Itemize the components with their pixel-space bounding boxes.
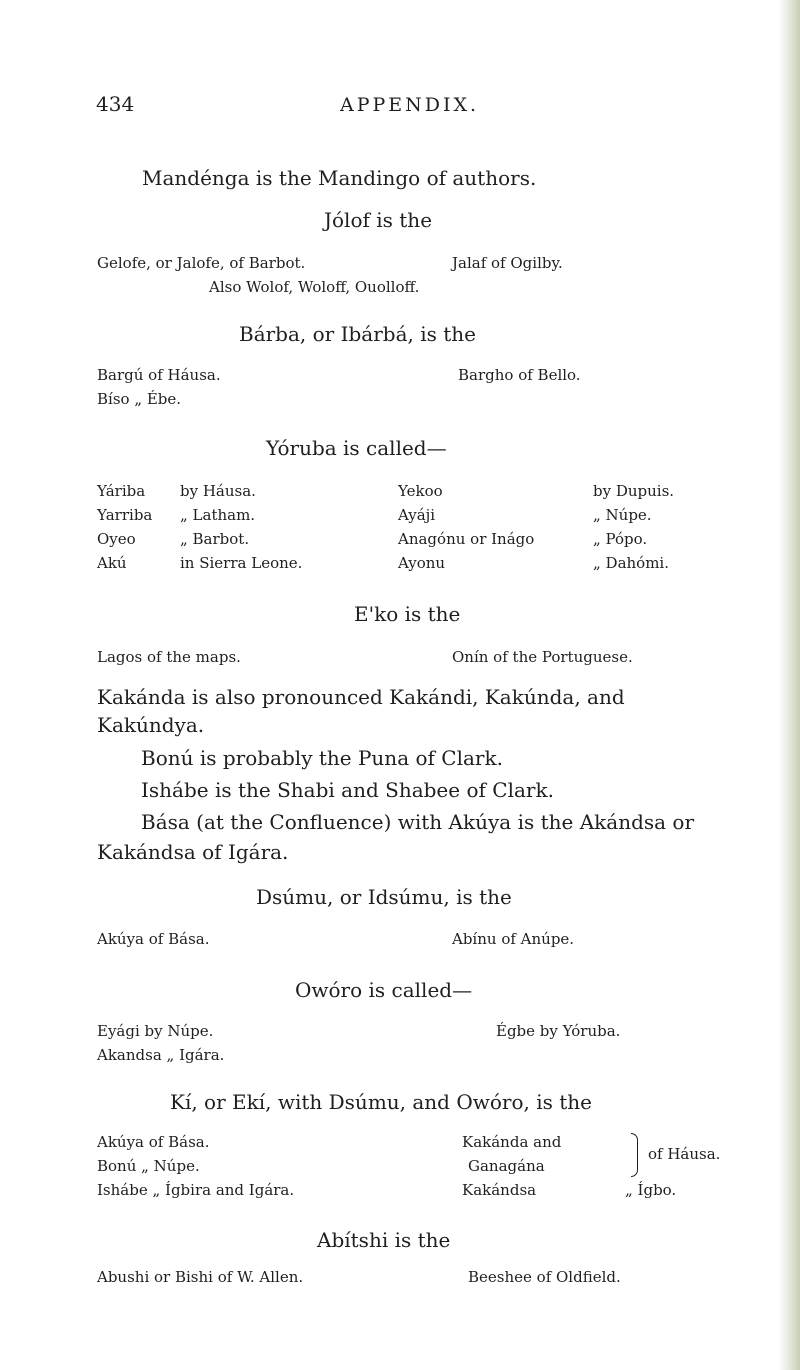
running-title: APPENDIX. [340, 94, 480, 116]
dsumu-right: Abínu of Anúpe. [452, 930, 575, 948]
kakanda-line-2: Kakúndya. [97, 713, 205, 737]
kakanda-line-1: Kakánda is also pronounced Kakándi, Kakúnda, and [97, 685, 625, 709]
dsumu-left: Akúya of Bása. [97, 930, 210, 948]
eko-heading: E'ko is the [354, 602, 461, 626]
jolof-left: Gelofe, or Jalofe, of Barbot. [97, 254, 306, 272]
basa-line-2: Kakándsa of Igára. [97, 840, 289, 864]
ishabe-line: Ishábe is the Shabi and Shabee of Clark. [141, 778, 554, 802]
mandenga-line: Mandénga is the Mandingo of authors. [142, 166, 537, 190]
yoruba-right-1-by: by Dupuis. [593, 482, 675, 500]
yoruba-heading: Yóruba is called— [266, 436, 447, 460]
yoruba-right-2-name: Ayáji [398, 506, 436, 524]
ki-left-3: Ishábe „ Ígbira and Igára. [97, 1181, 295, 1199]
yoruba-right-2-by: „ Núpe. [593, 506, 652, 524]
ki-right-1: Kakánda and [462, 1133, 562, 1151]
yoruba-left-2-name: Yarriba [97, 506, 153, 524]
yoruba-left-4-name: Akú [97, 554, 127, 572]
yoruba-right-4-by: „ Dahómi. [593, 554, 669, 572]
barba-row-1-right: Bargho of Bello. [458, 366, 581, 384]
ki-right-2: Ganagána [468, 1157, 545, 1175]
yoruba-left-3-name: Oyeo [97, 530, 136, 548]
yoruba-right-3-by: „ Pópo. [593, 530, 648, 548]
yoruba-right-4-name: Ayonu [398, 554, 446, 572]
page-edge-shadow [778, 0, 800, 1370]
yoruba-left-1-by: by Háusa. [180, 482, 256, 500]
barba-heading: Bárba, or Ibárbá, is the [239, 322, 476, 346]
barba-row-1-left: Bargú of Háusa. [97, 366, 221, 384]
oworo-row-1-left: Eyági by Núpe. [97, 1022, 214, 1040]
abitshi-heading: Abítshi is the [317, 1228, 451, 1252]
ki-last-right: „ Ígbo. [625, 1181, 677, 1199]
ki-left-2: Bonú „ Núpe. [97, 1157, 200, 1175]
oworo-heading: Owóro is called— [295, 978, 473, 1002]
ki-left-1: Akúya of Bása. [97, 1133, 210, 1151]
abitshi-right: Beeshee of Oldfield. [468, 1268, 621, 1286]
basa-line-1: Bása (at the Confluence) with Akúya is the Akándsa or [141, 810, 695, 834]
abitshi-left: Abushi or Bishi of W. Allen. [97, 1268, 304, 1286]
ki-right-3: Kakándsa [462, 1181, 537, 1199]
barba-row-2-left: Bíso „ Ébe. [97, 390, 182, 408]
oworo-row-2-left: Akandsa „ Igára. [97, 1046, 225, 1064]
dsumu-heading: Dsúmu, or Idsúmu, is the [256, 885, 512, 909]
yoruba-left-2-by: „ Latham. [180, 506, 256, 524]
ki-brace-label: of Háusa. [648, 1145, 721, 1163]
jolof-also: Also Wolof, Woloff, Ouolloff. [209, 278, 420, 296]
jolof-heading: Jólof is the [324, 208, 433, 232]
curly-brace [631, 1133, 638, 1177]
bonu-line: Bonú is probably the Puna of Clark. [141, 746, 503, 770]
yoruba-right-1-name: Yekoo [398, 482, 443, 500]
yoruba-left-3-by: „ Barbot. [180, 530, 250, 548]
eko-left: Lagos of the maps. [97, 648, 241, 666]
ki-heading: Kí, or Ekí, with Dsúmu, and Owóro, is the [170, 1090, 592, 1114]
page-number: 434 [96, 92, 135, 116]
eko-right: Onín of the Portuguese. [452, 648, 633, 666]
yoruba-left-1-name: Yáriba [97, 482, 146, 500]
yoruba-right-3-name: Anagónu or Inágo [398, 530, 535, 548]
jolof-right: Jalaf of Ogilby. [452, 254, 563, 272]
oworo-row-1-right: Égbe by Yóruba. [496, 1022, 621, 1040]
yoruba-left-4-by: in Sierra Leone. [180, 554, 303, 572]
